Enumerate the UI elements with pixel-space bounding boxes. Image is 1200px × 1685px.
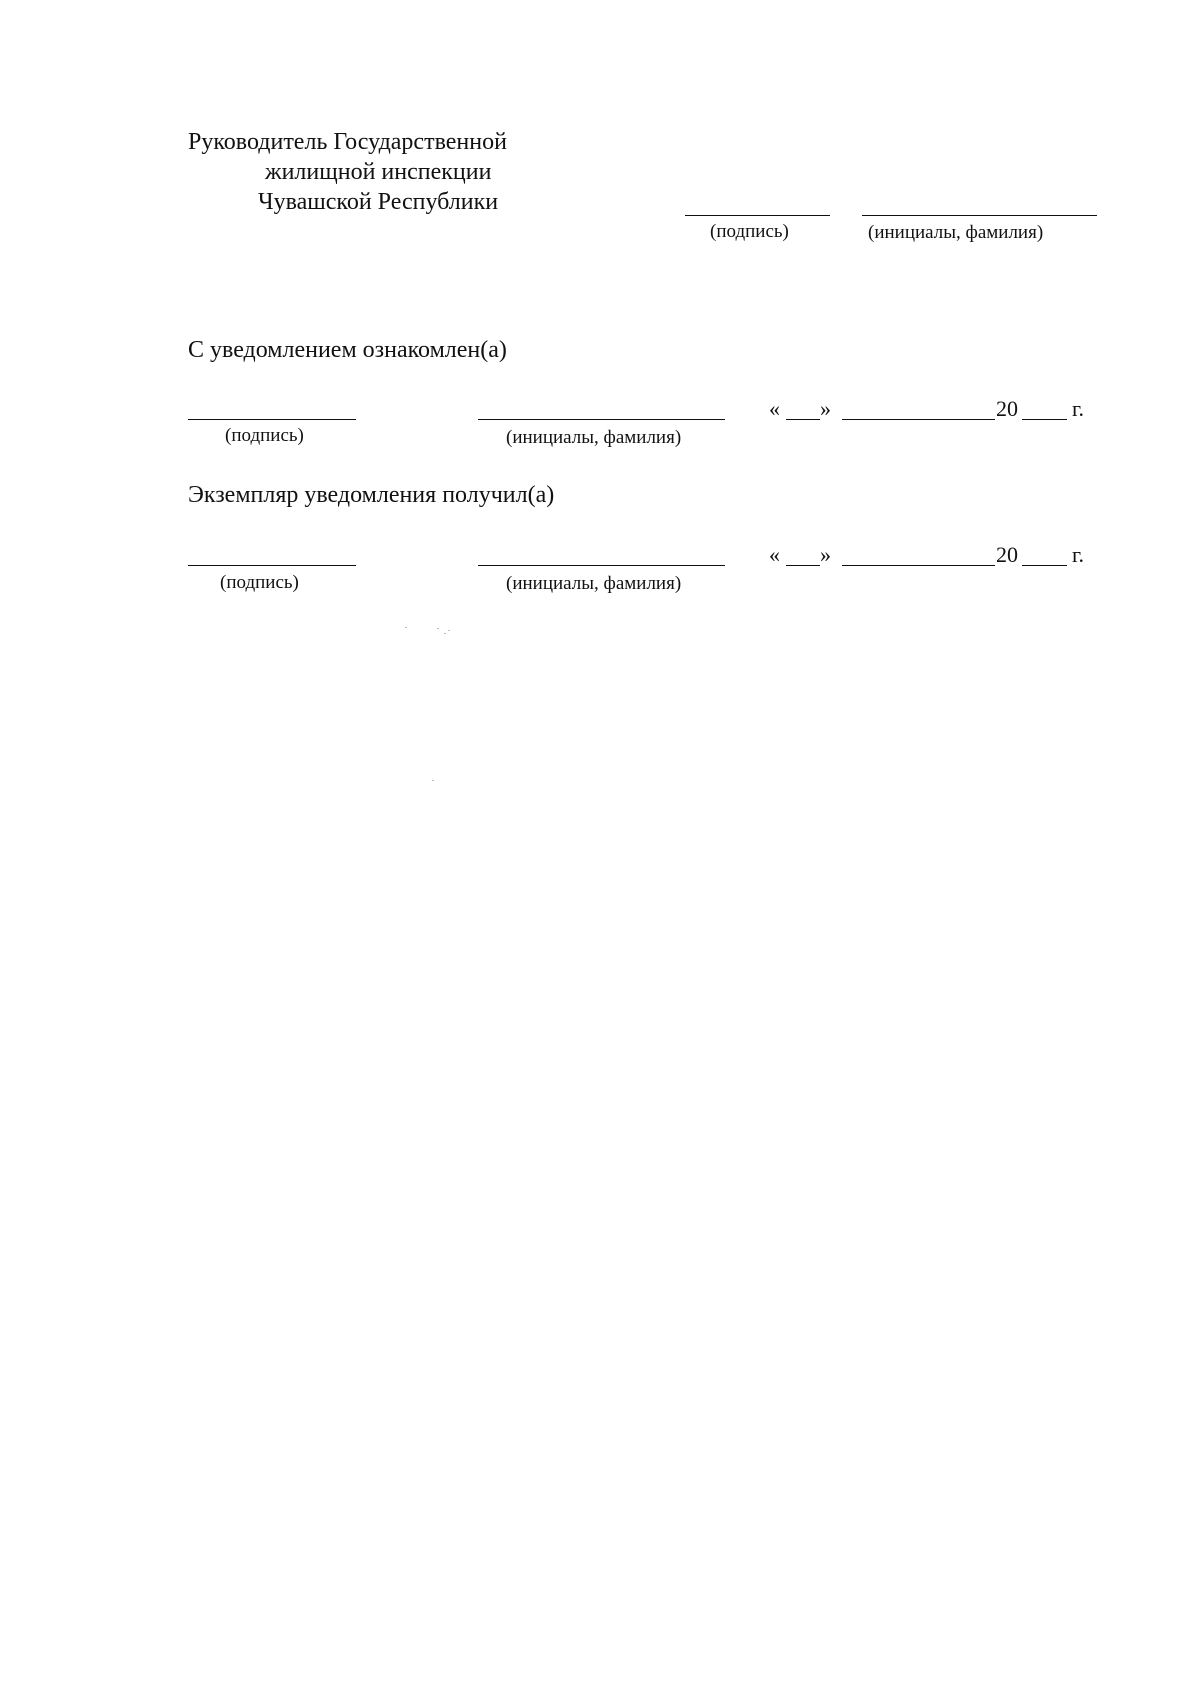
scan-speck <box>437 628 439 629</box>
position-title-line-2: жилищной инспекции <box>265 159 492 185</box>
scan-speck <box>444 633 446 634</box>
received-day-line[interactable] <box>786 565 820 566</box>
acknowledged-year-line[interactable] <box>1022 419 1067 420</box>
acknowledged-heading: С уведомлением ознакомлен(а) <box>188 337 507 363</box>
received-year-prefix: 20 <box>996 542 1018 567</box>
acknowledged-year-prefix: 20 <box>996 396 1018 421</box>
received-month-line[interactable] <box>842 565 995 566</box>
acknowledged-date-open-quote: « <box>769 396 780 421</box>
acknowledged-signature-caption: (подпись) <box>225 425 304 446</box>
header-name-caption: (инициалы, фамилия) <box>868 222 1044 243</box>
position-title-line-1: Руководитель Государственной <box>188 129 507 155</box>
received-signature-line[interactable] <box>188 565 356 566</box>
scan-speck <box>432 780 434 781</box>
acknowledged-date-close-quote: » <box>820 396 831 421</box>
acknowledged-day-line[interactable] <box>786 419 820 420</box>
received-name-line[interactable] <box>478 565 725 566</box>
acknowledged-name-caption: (инициалы, фамилия) <box>506 427 682 448</box>
acknowledged-month-line[interactable] <box>842 419 995 420</box>
header-signature-caption: (подпись) <box>710 221 789 242</box>
scan-speck <box>448 630 450 631</box>
received-heading: Экземпляр уведомления получил(а) <box>188 482 555 508</box>
scan-speck <box>405 627 407 628</box>
received-date-open-quote: « <box>769 542 780 567</box>
received-signature-caption: (подпись) <box>220 572 299 593</box>
position-title-line-3: Чувашской Республики <box>258 189 499 215</box>
received-year-suffix: г. <box>1072 542 1085 567</box>
acknowledged-signature-line[interactable] <box>188 419 356 420</box>
header-signature-line[interactable] <box>685 215 830 216</box>
received-name-caption: (инициалы, фамилия) <box>506 573 682 594</box>
acknowledged-year-suffix: г. <box>1072 396 1085 421</box>
received-date-close-quote: » <box>820 542 831 567</box>
received-year-line[interactable] <box>1022 565 1067 566</box>
header-name-line[interactable] <box>862 215 1097 216</box>
acknowledged-name-line[interactable] <box>478 419 725 420</box>
